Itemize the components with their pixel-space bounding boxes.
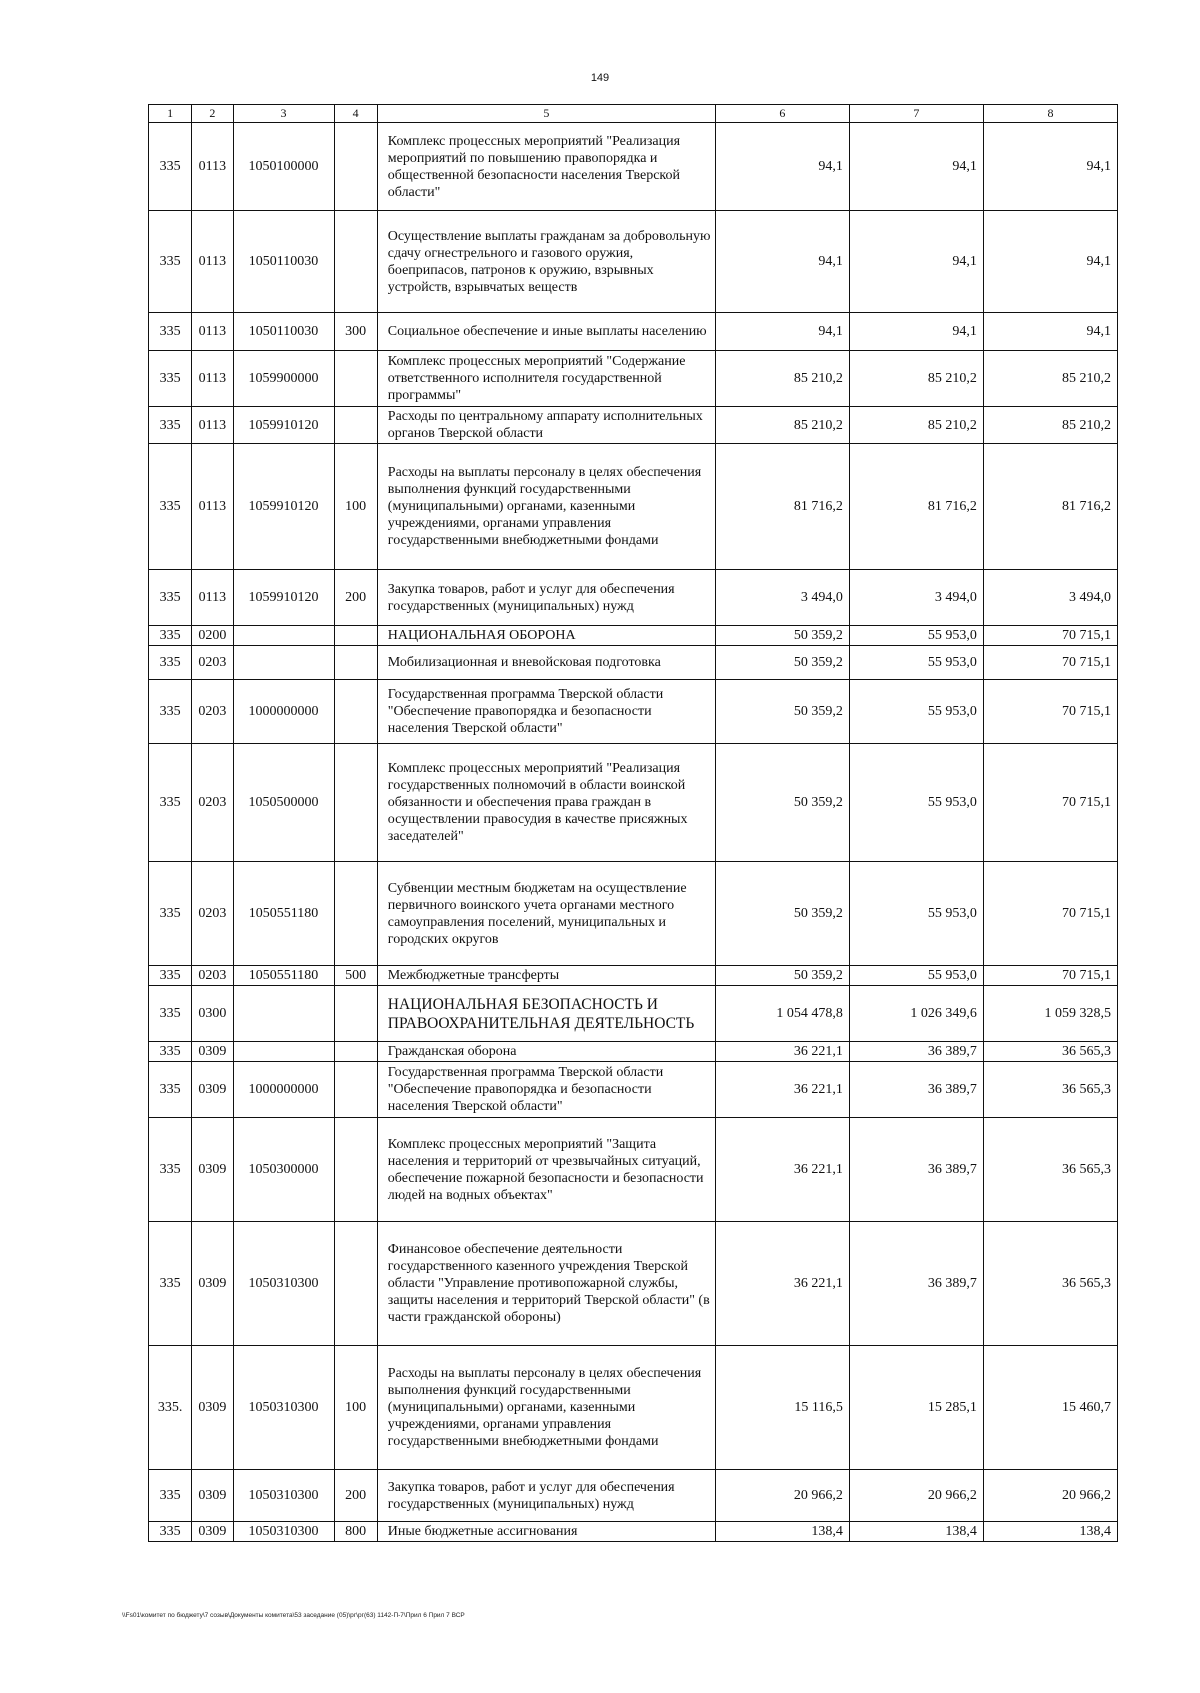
table-row [149,626,1118,646]
cell-col-2: 0309 [192,1346,233,1470]
cell-col-7: 94,1 [849,211,983,313]
cell-col-8: 36 565,3 [983,1062,1117,1118]
table-row [149,1042,1118,1062]
cell-col-8: 138,4 [983,1522,1117,1542]
table-row [149,646,1118,680]
cell-col-3: 1050110030 [233,313,334,351]
cell-col-6: 81 716,2 [715,444,849,570]
cell-col-6: 36 221,1 [715,1222,849,1346]
cell-col-1: 335 [149,1118,192,1222]
cell-col-4 [334,680,377,744]
cell-col-6: 15 116,5 [715,1346,849,1470]
cell-col-2: 0203 [192,744,233,862]
cell-col-2: 0113 [192,444,233,570]
header-row [149,105,1118,123]
cell-col-4: 200 [334,570,377,626]
column-header-7: 7 [849,105,983,123]
cell-col-3: 1050310300 [233,1222,334,1346]
cell-col-3 [233,986,334,1042]
cell-col-5: Расходы по центральному аппарату исполнительных органов Тверской области [377,407,715,444]
cell-col-2: 0203 [192,646,233,680]
cell-col-2: 0203 [192,966,233,986]
column-header-4: 4 [334,105,377,123]
cell-col-1: 335 [149,1062,192,1118]
cell-col-4 [334,351,377,407]
cell-col-1: 335 [149,211,192,313]
cell-col-2: 0113 [192,313,233,351]
cell-col-4 [334,407,377,444]
cell-col-6: 50 359,2 [715,744,849,862]
cell-col-4 [334,1222,377,1346]
cell-col-4: 100 [334,444,377,570]
cell-col-7: 3 494,0 [849,570,983,626]
cell-col-6: 50 359,2 [715,646,849,680]
table-row [149,966,1118,986]
cell-col-3: 1050551180 [233,862,334,966]
cell-col-3: 1050310300 [233,1346,334,1470]
cell-col-1: 335 [149,1470,192,1522]
cell-col-4: 800 [334,1522,377,1542]
cell-col-1: 335 [149,123,192,211]
cell-col-8: 3 494,0 [983,570,1117,626]
cell-col-8: 36 565,3 [983,1222,1117,1346]
cell-col-4 [334,1042,377,1062]
cell-col-7: 55 953,0 [849,626,983,646]
table-row [149,862,1118,966]
table-row [149,1522,1118,1542]
cell-col-4: 500 [334,966,377,986]
cell-col-5: Закупка товаров, работ и услуг для обеспечения государственных (муниципальных) нужд [377,1470,715,1522]
cell-col-3 [233,646,334,680]
cell-col-1: 335 [149,986,192,1042]
cell-col-2: 0113 [192,407,233,444]
cell-col-1: 335 [149,862,192,966]
cell-col-7: 55 953,0 [849,646,983,680]
table-row [149,444,1118,570]
column-header-2: 2 [192,105,233,123]
cell-col-1: 335. [149,1346,192,1470]
cell-col-1: 335 [149,1522,192,1542]
cell-col-7: 138,4 [849,1522,983,1542]
cell-col-7: 36 389,7 [849,1042,983,1062]
cell-col-8: 70 715,1 [983,862,1117,966]
cell-col-8: 70 715,1 [983,626,1117,646]
cell-col-7: 55 953,0 [849,862,983,966]
cell-col-4: 100 [334,1346,377,1470]
cell-col-8: 85 210,2 [983,351,1117,407]
cell-col-6: 94,1 [715,313,849,351]
cell-col-3: 1059910120 [233,570,334,626]
cell-col-6: 94,1 [715,211,849,313]
cell-col-5: Комплекс процессных мероприятий "Реализация государственных полномочий в области воинской обязанности и обеспечения права граждан в осуществлении правосудия в качестве присяжных заседателей" [377,744,715,862]
cell-col-5: Комплекс процессных мероприятий "Содержание ответственного исполнителя государственной программы" [377,351,715,407]
column-header-6: 6 [715,105,849,123]
cell-col-6: 85 210,2 [715,351,849,407]
cell-col-7: 36 389,7 [849,1222,983,1346]
cell-col-5: Осуществление выплаты гражданам за добровольную сдачу огнестрельного и газового оружия, боеприпасов, патронов к оружию, взрывных устройств, взрывчатых веществ [377,211,715,313]
table-row [149,1118,1118,1222]
cell-col-1: 335 [149,626,192,646]
cell-col-7: 36 389,7 [849,1118,983,1222]
cell-col-6: 36 221,1 [715,1062,849,1118]
cell-col-5: Гражданская оборона [377,1042,715,1062]
cell-col-6: 50 359,2 [715,862,849,966]
cell-col-3: 1050100000 [233,123,334,211]
budget-table [148,104,1118,1542]
cell-col-7: 85 210,2 [849,407,983,444]
cell-col-1: 335 [149,1042,192,1062]
cell-col-4 [334,626,377,646]
cell-col-7: 94,1 [849,313,983,351]
cell-col-6: 50 359,2 [715,626,849,646]
cell-col-6: 36 221,1 [715,1118,849,1222]
cell-col-3: 1000000000 [233,1062,334,1118]
cell-col-1: 335 [149,351,192,407]
cell-col-2: 0309 [192,1522,233,1542]
cell-col-7: 55 953,0 [849,966,983,986]
cell-col-2: 0200 [192,626,233,646]
cell-col-4 [334,211,377,313]
cell-col-5: Закупка товаров, работ и услуг для обеспечения государственных (муниципальных) нужд [377,570,715,626]
cell-col-3: 1050310300 [233,1522,334,1542]
cell-col-8: 94,1 [983,123,1117,211]
cell-col-4 [334,646,377,680]
column-header-8: 8 [983,105,1117,123]
cell-col-5: Иные бюджетные ассигнования [377,1522,715,1542]
cell-col-1: 335 [149,966,192,986]
cell-col-1: 335 [149,407,192,444]
cell-col-3: 1050500000 [233,744,334,862]
cell-col-1: 335 [149,1222,192,1346]
cell-col-3: 1050310300 [233,1470,334,1522]
cell-col-8: 70 715,1 [983,744,1117,862]
page-number: 149 [590,72,610,84]
cell-col-5: Расходы на выплаты персоналу в целях обеспечения выполнения функций государственными (муниципальными) органами, казенными учреждениями, органами управления государственными внебюджетными фондами [377,1346,715,1470]
cell-col-3: 1050551180 [233,966,334,986]
cell-col-4: 300 [334,313,377,351]
cell-col-1: 335 [149,646,192,680]
cell-col-7: 85 210,2 [849,351,983,407]
cell-col-7: 15 285,1 [849,1346,983,1470]
cell-col-6: 94,1 [715,123,849,211]
cell-col-2: 0113 [192,123,233,211]
cell-col-4 [334,1062,377,1118]
table-row [149,1062,1118,1118]
cell-col-5: Комплекс процессных мероприятий "Реализация мероприятий по повышению правопорядка и общественной безопасности населения Тверской области" [377,123,715,211]
table-row [149,1222,1118,1346]
cell-col-6: 138,4 [715,1522,849,1542]
cell-col-3 [233,626,334,646]
cell-col-3: 1059910120 [233,444,334,570]
cell-col-8: 1 059 328,5 [983,986,1117,1042]
cell-col-8: 70 715,1 [983,680,1117,744]
cell-col-5: Субвенции местным бюджетам на осуществление первичного воинского учета органами местного самоуправления поселений, муниципальных и городских округов [377,862,715,966]
footer-file-path: \\Fs01\комитет по бюджету\7 созыв\Документы комитета\53 заседание (05)\рг\рг(63) 1142-П-7\Прил 6 Прил 7 ВСР [122,1612,465,1619]
cell-col-6: 50 359,2 [715,966,849,986]
cell-col-1: 335 [149,570,192,626]
cell-col-3: 1050300000 [233,1118,334,1222]
cell-col-1: 335 [149,313,192,351]
cell-col-4 [334,1118,377,1222]
cell-col-8: 70 715,1 [983,966,1117,986]
cell-col-5: Социальное обеспечение и иные выплаты населению [377,313,715,351]
column-header-3: 3 [233,105,334,123]
cell-col-3: 1050110030 [233,211,334,313]
cell-col-2: 0309 [192,1042,233,1062]
cell-col-3: 1059900000 [233,351,334,407]
cell-col-7: 1 026 349,6 [849,986,983,1042]
cell-col-8: 94,1 [983,313,1117,351]
cell-col-2: 0113 [192,211,233,313]
cell-col-5: НАЦИОНАЛЬНАЯ БЕЗОПАСНОСТЬ И ПРАВООХРАНИТЕЛЬНАЯ ДЕЯТЕЛЬНОСТЬ [377,986,715,1042]
cell-col-2: 0300 [192,986,233,1042]
table-row [149,407,1118,444]
cell-col-6: 50 359,2 [715,680,849,744]
cell-col-2: 0113 [192,351,233,407]
table-row [149,1346,1118,1470]
cell-col-8: 94,1 [983,211,1117,313]
cell-col-2: 0113 [192,570,233,626]
cell-col-7: 20 966,2 [849,1470,983,1522]
cell-col-2: 0203 [192,680,233,744]
table-row [149,1470,1118,1522]
cell-col-5: Мобилизационная и вневойсковая подготовка [377,646,715,680]
cell-col-8: 70 715,1 [983,646,1117,680]
cell-col-3 [233,1042,334,1062]
cell-col-6: 20 966,2 [715,1470,849,1522]
cell-col-2: 0309 [192,1118,233,1222]
cell-col-3: 1059910120 [233,407,334,444]
table-row [149,680,1118,744]
cell-col-2: 0309 [192,1062,233,1118]
table-row [149,211,1118,313]
cell-col-4: 200 [334,1470,377,1522]
table-row [149,744,1118,862]
cell-col-6: 3 494,0 [715,570,849,626]
cell-col-5: Межбюджетные трансферты [377,966,715,986]
table-row [149,570,1118,626]
table-row [149,351,1118,407]
cell-col-5: Комплекс процессных мероприятий "Защита населения и территорий от чрезвычайных ситуаций, обеспечение пожарной безопасности и безопасности людей на водных объектах" [377,1118,715,1222]
table-body [149,123,1118,1542]
cell-col-5: Расходы на выплаты персоналу в целях обеспечения выполнения функций государственными (муниципальными) органами, казенными учреждениями, органами управления государственными внебюджетными фондами [377,444,715,570]
cell-col-6: 36 221,1 [715,1042,849,1062]
cell-col-4 [334,744,377,862]
cell-col-4 [334,862,377,966]
cell-col-7: 94,1 [849,123,983,211]
cell-col-2: 0203 [192,862,233,966]
cell-col-8: 20 966,2 [983,1470,1117,1522]
cell-col-2: 0309 [192,1470,233,1522]
cell-col-7: 36 389,7 [849,1062,983,1118]
cell-col-5: Государственная программа Тверской области "Обеспечение правопорядка и безопасности населения Тверской области" [377,1062,715,1118]
cell-col-7: 81 716,2 [849,444,983,570]
cell-col-4 [334,123,377,211]
table-row [149,986,1118,1042]
cell-col-7: 55 953,0 [849,744,983,862]
cell-col-3: 1000000000 [233,680,334,744]
table-row [149,313,1118,351]
table-row [149,123,1118,211]
cell-col-8: 36 565,3 [983,1042,1117,1062]
cell-col-1: 335 [149,444,192,570]
cell-col-5: НАЦИОНАЛЬНАЯ ОБОРОНА [377,626,715,646]
cell-col-5: Финансовое обеспечение деятельности государственного казенного учреждения Тверской области "Управление противопожарной службы, защиты населения и территорий Тверской области" (в части гражданской обороны) [377,1222,715,1346]
cell-col-4 [334,986,377,1042]
cell-col-1: 335 [149,680,192,744]
column-header-1: 1 [149,105,192,123]
cell-col-8: 85 210,2 [983,407,1117,444]
column-header-5: 5 [377,105,715,123]
cell-col-6: 85 210,2 [715,407,849,444]
cell-col-8: 81 716,2 [983,444,1117,570]
cell-col-7: 55 953,0 [849,680,983,744]
cell-col-5: Государственная программа Тверской области "Обеспечение правопорядка и безопасности населения Тверской области" [377,680,715,744]
cell-col-8: 15 460,7 [983,1346,1117,1470]
cell-col-2: 0309 [192,1222,233,1346]
cell-col-1: 335 [149,744,192,862]
cell-col-6: 1 054 478,8 [715,986,849,1042]
cell-col-8: 36 565,3 [983,1118,1117,1222]
